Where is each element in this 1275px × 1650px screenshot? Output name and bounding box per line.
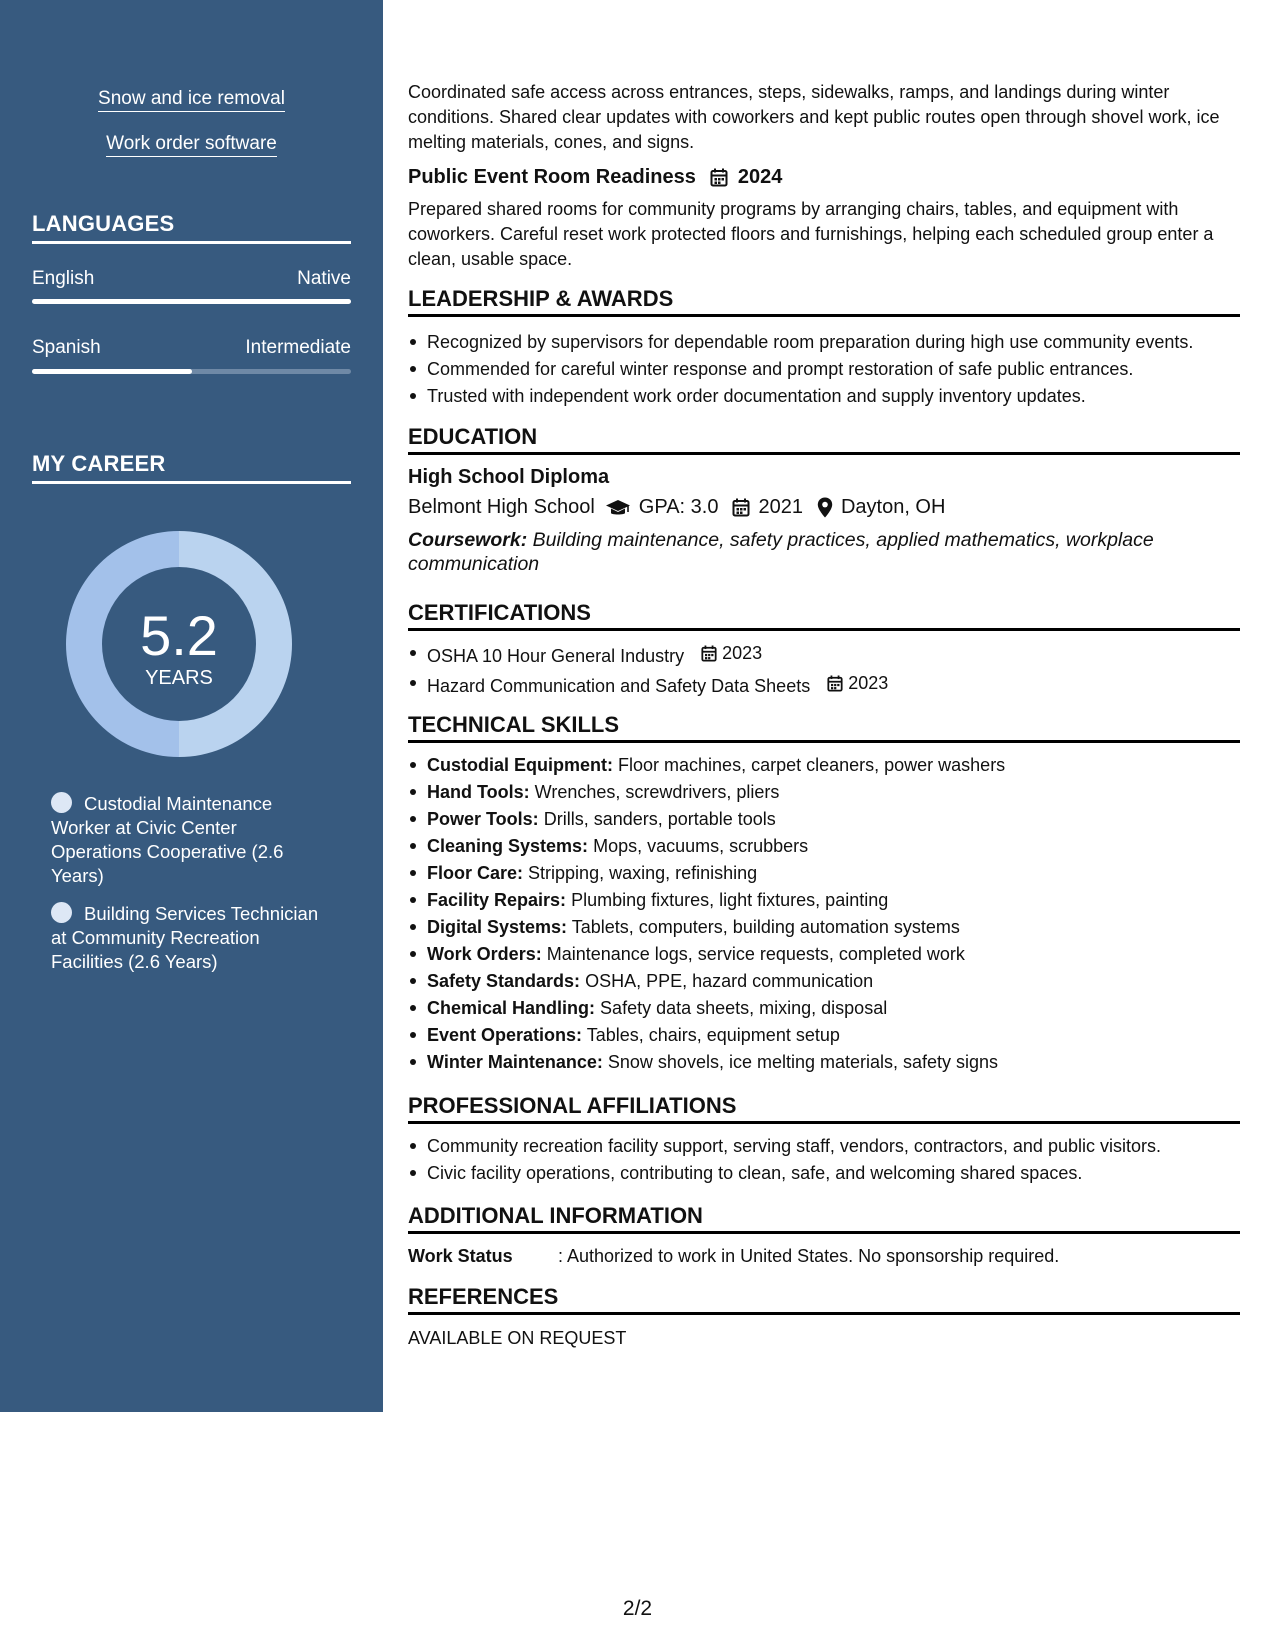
skill-label: Facility Repairs:: [427, 890, 567, 910]
career-total-unit: YEARS: [145, 667, 213, 689]
certification-date: [689, 640, 762, 667]
language-name: English: [32, 268, 95, 289]
gpa: GPA: 3.0: [638, 496, 719, 518]
coursework-text: Building maintenance, safety practices, applied mathematics, workplace communication: [408, 529, 1154, 575]
list-item: [408, 779, 1240, 806]
career-dot-icon: [51, 902, 72, 923]
calendar-icon: [710, 168, 728, 187]
sidebar: [0, 0, 383, 1412]
certifications-heading: CERTIFICATIONS: [408, 600, 1240, 631]
project-title: Public Event Room Readiness: [408, 166, 696, 188]
certification-name: OSHA 10 Hour General Industry: [427, 646, 685, 666]
skill-label: Work Orders:: [427, 944, 542, 964]
certifications-list: [408, 640, 1240, 700]
list-item: Trusted with independent work order documentation and supply inventory updates.: [408, 383, 1240, 410]
certification-name: Hazard Communication and Safety Data Sheets: [427, 676, 811, 696]
language-level: Intermediate: [245, 337, 351, 358]
list-item: Civic facility operations, contributing to clean, safe, and welcoming shared spaces.: [408, 1160, 1240, 1187]
references-text: AVAILABLE ON REQUEST: [408, 1328, 627, 1348]
list-item: [408, 887, 1240, 914]
skill-label: Digital Systems:: [427, 917, 568, 937]
additional-info-heading: ADDITIONAL INFORMATION: [408, 1203, 1240, 1234]
list-item: [408, 833, 1240, 860]
skill-label: Floor Care:: [427, 863, 524, 883]
skill-label: Power Tools:: [427, 809, 539, 829]
skill-value: Plumbing fixtures, light fixtures, painting: [571, 890, 889, 910]
project-year: 2024: [737, 166, 783, 188]
calendar-icon: [701, 645, 717, 662]
calendar-icon: [827, 675, 843, 692]
skill-value: Floor machines, carpet cleaners, power washers: [618, 755, 1006, 775]
language-name: Spanish: [32, 337, 101, 358]
skill-link-text: Work order software: [106, 133, 277, 157]
career-item-text: Custodial Maintenance Worker at Civic Center Operations Cooperative (2.6 Years): [51, 793, 284, 886]
list-item: [408, 860, 1240, 887]
work-status-row: [408, 1244, 1240, 1269]
intro-paragraph: Coordinated safe access across entrances, steps, sidewalks, ramps, and landings during winter conditions. Shared clear updates with coworkers and kept public routes open through shovel work, ice melting materials, cones, and signs.: [408, 82, 1220, 152]
language-row: [32, 268, 351, 290]
graduation-cap-icon: [605, 498, 631, 518]
affiliations-heading: PROFESSIONAL AFFILIATIONS: [408, 1093, 1240, 1124]
list-item: Recognized by supervisors for dependable room preparation during high use community events.: [408, 329, 1240, 356]
graduation-year: 2021: [758, 496, 803, 518]
coursework: [408, 528, 1240, 576]
list-item: [408, 995, 1240, 1022]
skill-label: Hand Tools:: [427, 782, 530, 802]
list-item: [408, 752, 1240, 779]
technical-skills-list: [408, 752, 1240, 1076]
list-item: [408, 806, 1240, 833]
list-item: [408, 1049, 1240, 1076]
skill-label: Safety Standards:: [427, 971, 581, 991]
skill-label: Cleaning Systems:: [427, 836, 589, 856]
skill-link[interactable]: [0, 133, 383, 155]
skill-value: Drills, sanders, portable tools: [543, 809, 776, 829]
list-item: [408, 640, 1240, 670]
certification-date: [815, 670, 888, 697]
skill-link[interactable]: [0, 88, 383, 110]
skill-label: Chemical Handling:: [427, 998, 596, 1018]
list-item: [408, 670, 1240, 700]
page-number: 2/2: [622, 1597, 653, 1620]
skill-value: Wrenches, screwdrivers, pliers: [534, 782, 780, 802]
skill-value: Mops, vacuums, scrubbers: [593, 836, 809, 856]
location-pin-icon: [817, 497, 833, 518]
school-location: Dayton, OH: [840, 496, 946, 518]
skill-value: Maintenance logs, service requests, completed work: [546, 944, 965, 964]
certification-year: 2023: [848, 673, 889, 693]
career-dot-icon: [51, 792, 72, 813]
language-bar-fill: [32, 299, 351, 304]
career-heading: MY CAREER: [32, 451, 351, 484]
technical-skills-heading: TECHNICAL SKILLS: [408, 712, 1240, 743]
language-bar: [32, 299, 351, 304]
career-item: [51, 902, 331, 974]
career-donut-chart: [66, 531, 292, 757]
skill-value: OSHA, PPE, hazard communication: [585, 971, 874, 991]
skill-value: Tablets, computers, building automation systems: [571, 917, 960, 937]
skill-value: Stripping, waxing, refinishing: [528, 863, 758, 883]
languages-heading: LANGUAGES: [32, 211, 351, 244]
school-name: Belmont High School: [408, 496, 595, 518]
references-heading: REFERENCES: [408, 1284, 1240, 1315]
list-item: [408, 914, 1240, 941]
project-title-row: [408, 166, 782, 189]
leadership-heading: LEADERSHIP & AWARDS: [408, 286, 1240, 317]
language-bar-fill: [32, 369, 192, 374]
certification-year: 2023: [722, 643, 763, 663]
project-paragraph: Prepared shared rooms for community programs by arranging chairs, tables, and equipment with coworkers. Careful reset work protected floors and furnishings, helping each scheduled group enter a clean, usable space.: [408, 199, 1214, 269]
leadership-list: [408, 329, 1240, 410]
degree-title: High School Diploma: [408, 466, 610, 488]
list-item: Community recreation facility support, serving staff, vendors, contractors, and public visitors.: [408, 1133, 1240, 1160]
education-heading: EDUCATION: [408, 424, 1240, 455]
list-item: [408, 968, 1240, 995]
list-item: Commended for careful winter response and prompt restoration of safe public entrances.: [408, 356, 1240, 383]
coursework-label: Coursework:: [408, 529, 528, 551]
skill-label: Event Operations:: [427, 1025, 583, 1045]
career-item: [51, 792, 331, 888]
language-bar: [32, 369, 351, 374]
work-status-value: : Authorized to work in United States. No sponsorship required.: [558, 1246, 1060, 1266]
skill-value: Safety data sheets, mixing, disposal: [600, 998, 888, 1018]
list-item: [408, 941, 1240, 968]
calendar-icon: [732, 498, 750, 517]
language-level: Native: [297, 268, 351, 289]
language-row: [32, 337, 351, 359]
career-total-value: 5.2: [140, 604, 218, 667]
list-item: [408, 1022, 1240, 1049]
affiliations-list: [408, 1133, 1240, 1187]
skill-label: Winter Maintenance:: [427, 1052, 603, 1072]
skill-value: Tables, chairs, equipment setup: [586, 1025, 840, 1045]
education-details: [408, 496, 945, 519]
skill-value: Snow shovels, ice melting materials, safety signs: [607, 1052, 999, 1072]
skill-link-text: Snow and ice removal: [98, 88, 285, 112]
work-status-label: Work Status: [408, 1246, 513, 1266]
skill-label: Custodial Equipment:: [427, 755, 613, 775]
career-item-text: Building Services Technician at Community Recreation Facilities (2.6 Years): [51, 903, 319, 972]
